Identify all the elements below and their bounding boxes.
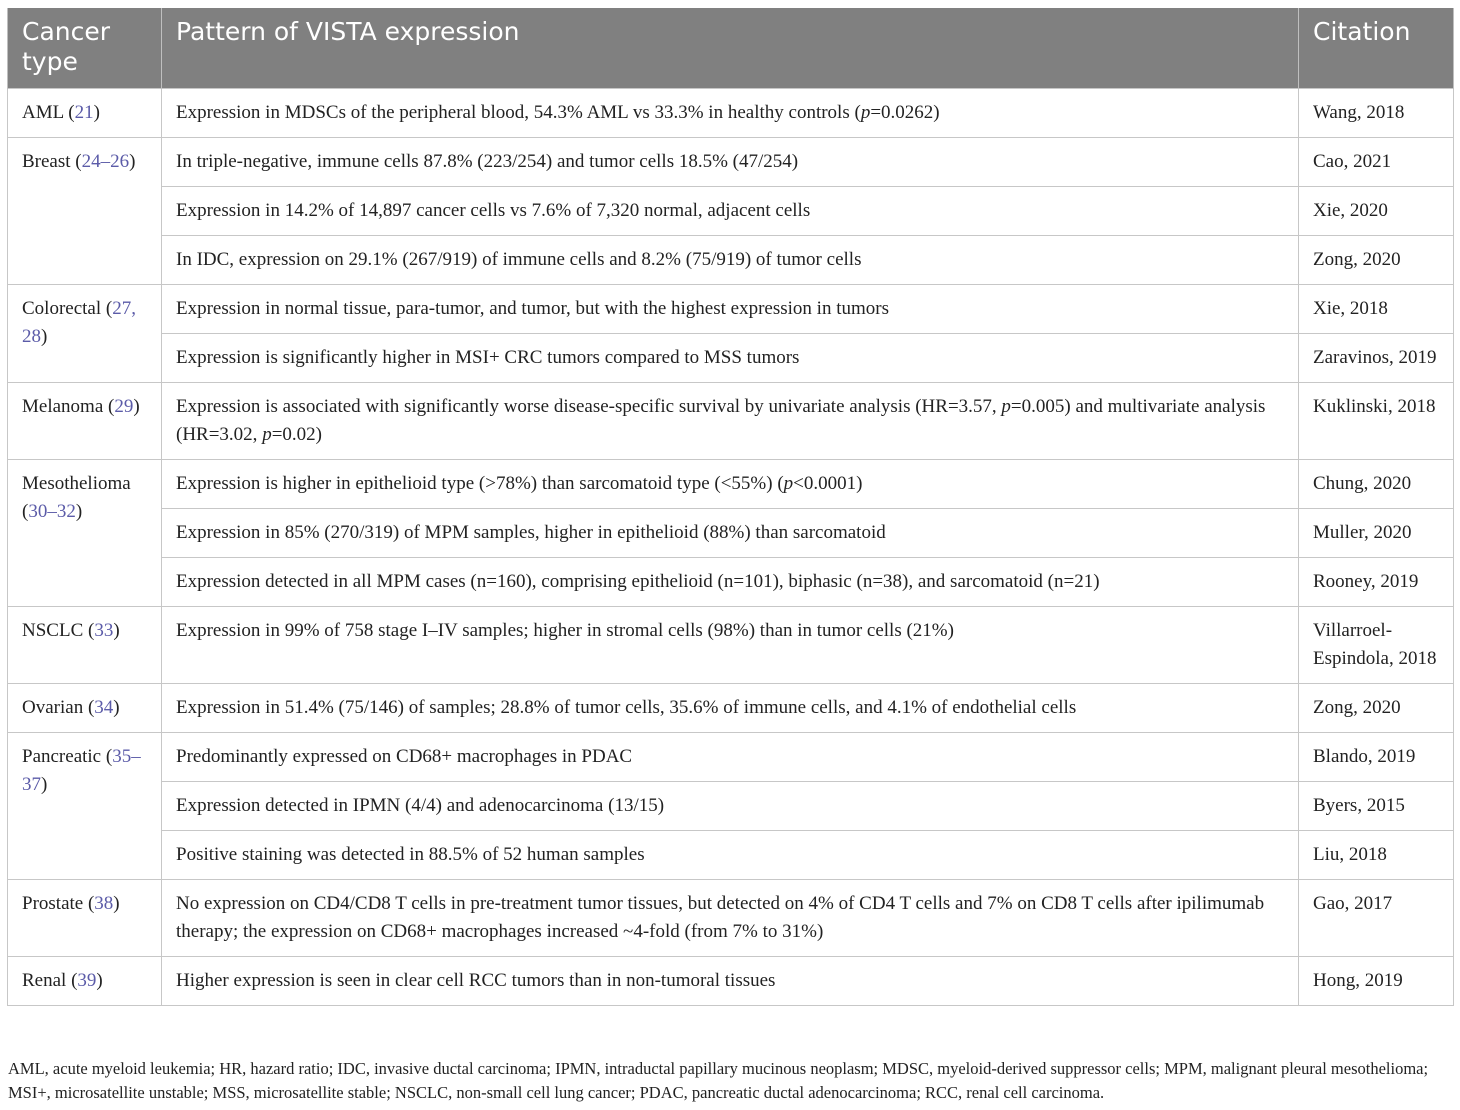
table-row: [8, 382, 1454, 459]
cancer-type-cell: Melanoma (29): [8, 382, 162, 459]
pattern-cell: Expression in 99% of 758 stage I–IV samples; higher in stromal cells (98%) than in tumor cells (21%): [162, 606, 1299, 683]
reference-link[interactable]: 21: [74, 101, 94, 123]
table-row: [8, 459, 1454, 508]
pattern-cell: Predominantly expressed on CD68+ macrophages in PDAC: [162, 732, 1299, 781]
citation-cell: Hong, 2019: [1299, 956, 1454, 1005]
cancer-type-cell: Renal (39): [8, 956, 162, 1005]
citation-cell: Cao, 2021: [1299, 137, 1454, 186]
table-header: [8, 8, 1454, 88]
table-row: [8, 284, 1454, 333]
table-row: [8, 557, 1454, 606]
citation-cell: Xie, 2020: [1299, 186, 1454, 235]
table-row: [8, 235, 1454, 284]
citation-cell: Muller, 2020: [1299, 508, 1454, 557]
citation-cell: Gao, 2017: [1299, 879, 1454, 956]
cancer-type-name: NSCLC: [22, 619, 84, 641]
reference-link[interactable]: 24–26: [81, 150, 130, 172]
citation-cell: Zong, 2020: [1299, 235, 1454, 284]
reference-link[interactable]: 27, 28: [22, 297, 136, 347]
table-row: [8, 186, 1454, 235]
vista-expression-table: [7, 8, 1454, 1006]
reference-link[interactable]: 33: [94, 619, 114, 641]
table-row: [8, 732, 1454, 781]
pattern-cell: Expression detected in IPMN (4/4) and adenocarcinoma (13/15): [162, 781, 1299, 830]
table-row: [8, 508, 1454, 557]
citation-cell: Kuklinski, 2018: [1299, 382, 1454, 459]
table-row: [8, 879, 1454, 956]
cancer-type-cell: Mesothelioma (30–32): [8, 459, 162, 606]
table-row: [8, 333, 1454, 382]
pattern-cell: Expression in MDSCs of the peripheral blood, 54.3% AML vs 33.3% in healthy controls (p=0.0262): [162, 88, 1299, 137]
pattern-cell: Expression detected in all MPM cases (n=160), comprising epithelioid (n=101), biphasic (n=38), and sarcomatoid (n=21): [162, 557, 1299, 606]
citation-cell: Zong, 2020: [1299, 683, 1454, 732]
reference-link[interactable]: 39: [77, 969, 97, 991]
pattern-cell: Higher expression is seen in clear cell RCC tumors than in non-tumoral tissues: [162, 956, 1299, 1005]
cancer-type-cell: Prostate (38): [8, 879, 162, 956]
cancer-type-name: Pancreatic: [22, 745, 102, 767]
pattern-cell: In triple-negative, immune cells 87.8% (223/254) and tumor cells 18.5% (47/254): [162, 137, 1299, 186]
table-footnote: AML, acute myeloid leukemia; HR, hazard ratio; IDC, invasive ductal carcinoma; IPMN, intraductal papillary mucinous neoplasm; MDSC, myeloid-derived suppressor cells; MPM, malignant pleural mesothelioma; MSI+, microsatellite unstable; MSS, microsatellite stable; NSCLC, non-small cell lung cancer; PDAC, pancreatic ductal adenocarcinoma; RCC, renal cell carcinoma.: [8, 1059, 1429, 1102]
cancer-type-cell: Pancreatic (35–37): [8, 732, 162, 879]
pattern-cell: Expression in 85% (270/319) of MPM samples, higher in epithelioid (88%) than sarcomatoid: [162, 508, 1299, 557]
header-citation: Citation: [1299, 8, 1454, 88]
header-cancer-type: Cancer type: [8, 8, 162, 88]
pattern-cell: Positive staining was detected in 88.5% of 52 human samples: [162, 830, 1299, 879]
reference-link[interactable]: 30–32: [28, 500, 76, 522]
cancer-type-name: Breast: [22, 150, 71, 172]
citation-cell: Chung, 2020: [1299, 459, 1454, 508]
reference-link[interactable]: 34: [94, 696, 114, 718]
citation-cell: Rooney, 2019: [1299, 557, 1454, 606]
citation-cell: Blando, 2019: [1299, 732, 1454, 781]
pattern-cell: Expression in 51.4% (75/146) of samples; 28.8% of tumor cells, 35.6% of immune cells, and 4.1% of endothelial cells: [162, 683, 1299, 732]
cancer-type-name: Prostate: [22, 892, 84, 914]
cancer-type-name: Ovarian: [22, 696, 84, 718]
pattern-cell: Expression is associated with significantly worse disease-specific survival by univariate analysis (HR=3.57, p=0.005) and multivariate analysis (HR=3.02, p=0.02): [162, 382, 1299, 459]
table-row: [8, 956, 1454, 1005]
citation-cell: Byers, 2015: [1299, 781, 1454, 830]
pattern-cell: In IDC, expression on 29.1% (267/919) of immune cells and 8.2% (75/919) of tumor cells: [162, 235, 1299, 284]
cancer-type-name: AML: [22, 101, 64, 123]
table-row: [8, 830, 1454, 879]
pattern-cell: Expression in 14.2% of 14,897 cancer cells vs 7.6% of 7,320 normal, adjacent cells: [162, 186, 1299, 235]
cancer-type-cell: Colorectal (27, 28): [8, 284, 162, 382]
citation-cell: Wang, 2018: [1299, 88, 1454, 137]
table-row: [8, 683, 1454, 732]
citation-cell: Zaravinos, 2019: [1299, 333, 1454, 382]
cancer-type-name: Renal: [22, 969, 67, 991]
table-row: [8, 606, 1454, 683]
table-row: [8, 88, 1454, 137]
reference-link[interactable]: 35–37: [22, 745, 141, 795]
pattern-cell: No expression on CD4/CD8 T cells in pre-treatment tumor tissues, but detected on 4% of CD4 T cells and 7% on CD8 T cells after ipilimumab therapy; the expression on CD68+ macrophages increased ~4-fold (from 7% to 31%): [162, 879, 1299, 956]
reference-link[interactable]: 38: [94, 892, 114, 914]
reference-link[interactable]: 29: [114, 395, 134, 417]
cancer-type-cell: NSCLC (33): [8, 606, 162, 683]
citation-cell: Xie, 2018: [1299, 284, 1454, 333]
cancer-type-cell: Ovarian (34): [8, 683, 162, 732]
citation-cell: Villarroel-Espindola, 2018: [1299, 606, 1454, 683]
cancer-type-name: Colorectal: [22, 297, 102, 319]
cancer-type-name: Melanoma: [22, 395, 104, 417]
pattern-cell: Expression in normal tissue, para-tumor, and tumor, but with the highest expression in tumors: [162, 284, 1299, 333]
table-row: [8, 781, 1454, 830]
pattern-cell: Expression is higher in epithelioid type (>78%) than sarcomatoid type (<55%) (p<0.0001): [162, 459, 1299, 508]
table-row: [8, 137, 1454, 186]
cancer-type-cell: AML (21): [8, 88, 162, 137]
header-pattern: Pattern of VISTA expression: [162, 8, 1299, 88]
cancer-type-cell: Breast (24–26): [8, 137, 162, 284]
pattern-cell: Expression is significantly higher in MSI+ CRC tumors compared to MSS tumors: [162, 333, 1299, 382]
citation-cell: Liu, 2018: [1299, 830, 1454, 879]
cancer-type-name: Mesothelioma: [22, 472, 131, 494]
